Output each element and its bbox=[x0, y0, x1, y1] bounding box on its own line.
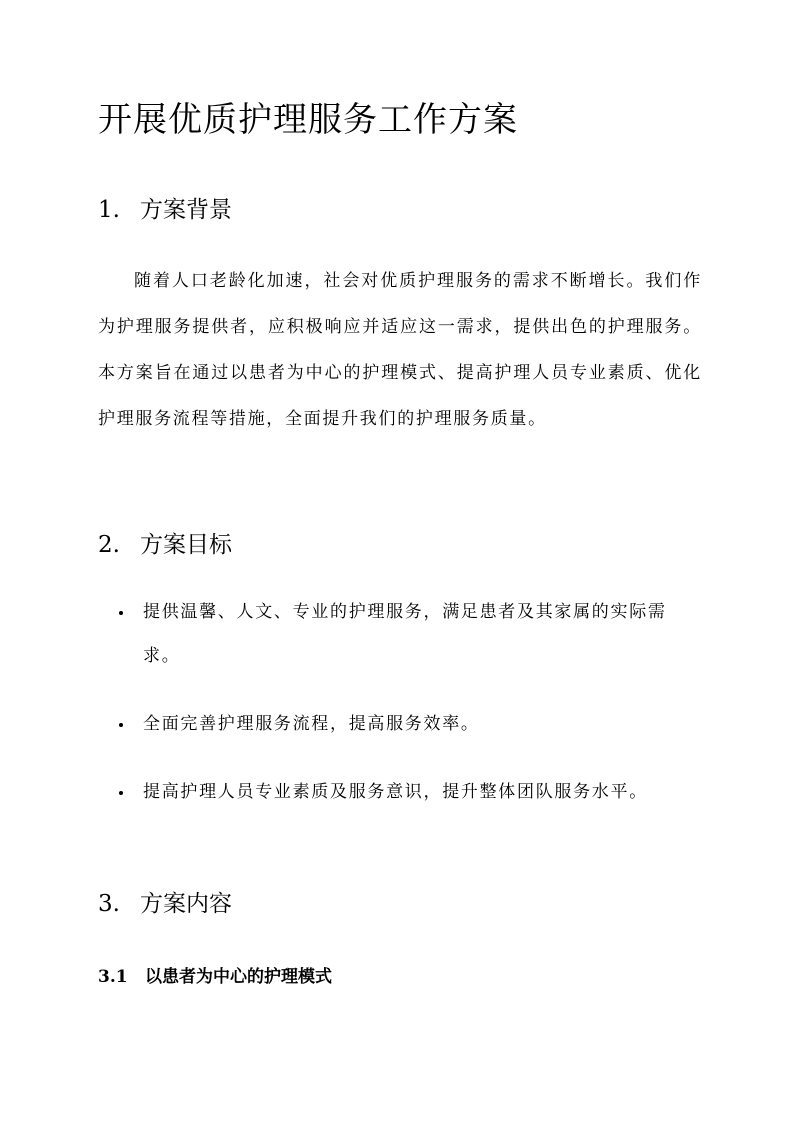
section-number: 3. bbox=[98, 891, 120, 917]
subsection-heading bbox=[98, 962, 332, 992]
list-item-text: 提供温馨、人文、专业的护理服务，满足患者及其家属的实际需求。 bbox=[143, 602, 667, 666]
bullet-icon bbox=[119, 611, 123, 615]
section-title: 方案目标 bbox=[140, 532, 232, 558]
section-heading-goals bbox=[98, 527, 232, 563]
list-item-text: 全面完善护理服务流程，提高服务效率。 bbox=[143, 714, 480, 734]
section-number: 1. bbox=[98, 197, 120, 223]
background-paragraph: 随着人口老龄化加速，社会对优质护理服务的需求不断增长。我们作为护理服务提供者，应积极响应并适应这一需求，提供出色的护理服务。本方案旨在通过以患者为中心的护理模式、提高护理人员专业素质、优化护理服务流程等措施，全面提升我们的护理服务质量。 bbox=[98, 271, 702, 429]
section-title: 方案内容 bbox=[140, 891, 232, 917]
list-item-text: 提高护理人员专业素质及服务意识，提升整体团队服务水平。 bbox=[143, 782, 648, 802]
list-item bbox=[98, 590, 688, 678]
bullet-icon bbox=[119, 723, 123, 727]
section-title: 方案背景 bbox=[140, 197, 232, 223]
subsection-number: 3.1 bbox=[98, 967, 128, 987]
list-item bbox=[98, 770, 688, 814]
section-heading-content bbox=[98, 886, 232, 922]
document-title: 开展优质护理服务工作方案 bbox=[98, 100, 518, 140]
goals-bullet-list bbox=[98, 590, 702, 838]
bullet-icon bbox=[119, 791, 123, 795]
list-item bbox=[98, 702, 688, 746]
section-heading-background bbox=[98, 192, 232, 228]
section-number: 2. bbox=[98, 532, 120, 558]
subsection-title: 以患者为中心的护理模式 bbox=[145, 967, 332, 987]
